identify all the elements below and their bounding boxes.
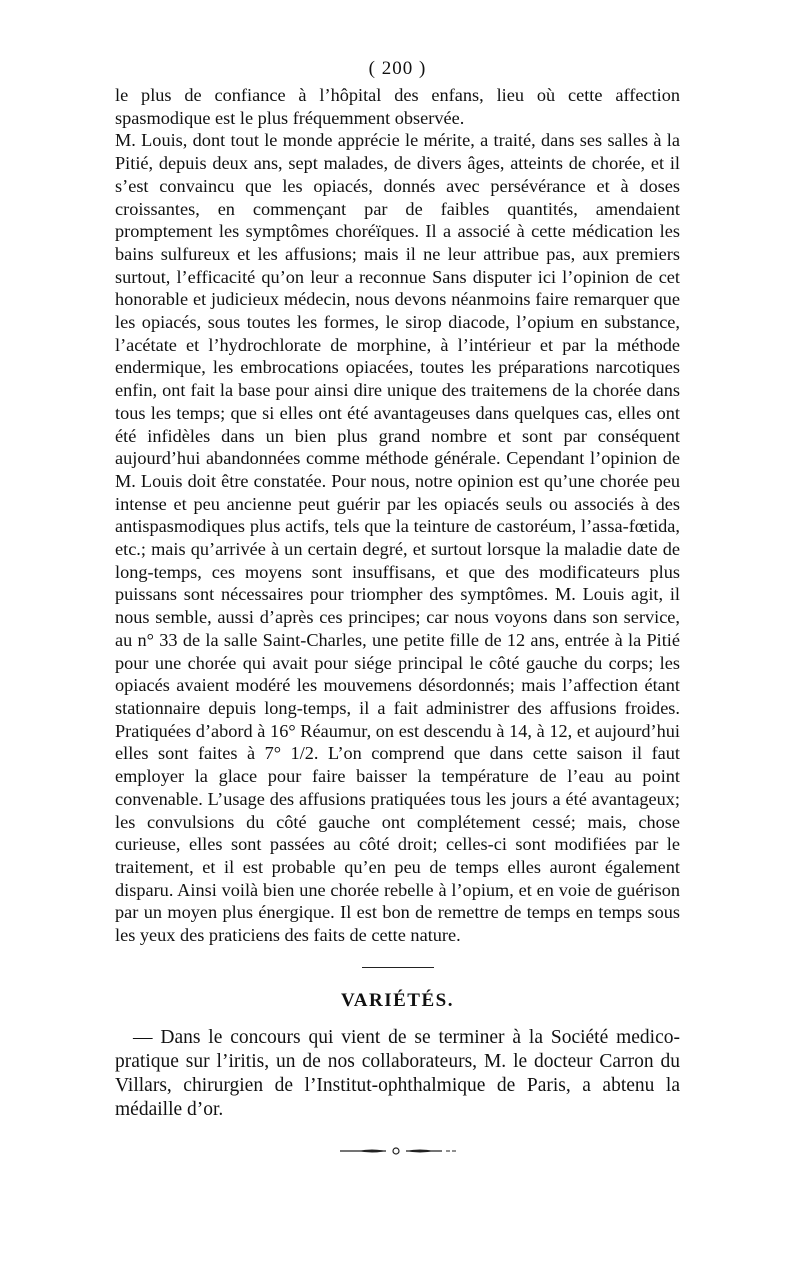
document-page <box>115 56 680 1156</box>
end-ornament-icon <box>338 1146 458 1156</box>
paragraph-louis: M. Louis, dont tout le monde apprécie le mérite, a traité, dans ses salles à la Pitié, depuis deux ans, sept malades, de divers âges, atteints de chorée, et il s’est convaincu que les opiacés, donnés avec persévérance et à doses croissantes, en commençant par de faibles quantités, amendaient promptement les symptômes choréïques. Il a associé à cette médication les bains sulfureux et les affusions; mais il ne leur attribue pas, aux premiers surtout, l’efficacité qu’on leur a reconnue Sans disputer ici l’opinion de cet honorable et judicieux médecin, nous devons néanmoins faire remarquer que les opiacés, sous toutes les formes, le sirop diacode, l’opium en substance, l’acétate et l’hydrochlorate de morphine, à l’intérieur et par la méthode endermique, les embrocations opiacées, toutes les préparations narcotiques enfin, ont fait la base pour ainsi dire unique des traitemens de la chorée dans tous les temps; que si elles ont été avantageuses dans quelques cas, elles ont été infidèles dans un bien plus grand nombre et sont par conséquent aujourd’hui abandonnées comme méthode générale. Cependant l’opinion de M. Louis doit être constatée. Pour nous, notre opinion est qu’une chorée peu intense et peu ancienne peut guérir par les opiacés seuls ou associés à des antispasmodiques plus actifs, tels que la teinture de castoréum, l’assa-fœtida, etc.; mais qu’arrivée à un certain degré, et surtout lorsque la maladie date de long-temps, ces moyens sont insuffisans, et que des modificateurs plus puissans sont nécessaires pour triompher des symptômes. M. Louis agit, il nous semble, aussi d’après ces principes; car nous voyons dans son service, au n° 33 de la salle Saint-Charles, une petite fille de 12 ans, entrée à la Pitié pour une chorée qui avait pour siége principal le côté gauche du corps; les opiacés avaient modéré les mouvemens désordonnés; mais l’affection étant stationnaire depuis long-temps, il a fait administrer des affusions froides. Pratiquées d’abord à 16° Réaumur, on est descendu à 14, à 12, et aujourd’hui elles sont faites à 7° 1/2. L’on comprend que dans cette saison il faut employer la glace pour faire baisser la température de l’eau au point convenable. L’usage des affusions pratiquées tous les jours a été avantageux; les convulsions du côté gauche ont complétement cessé; mais, chose curieuse, elles sont passées au côté droit; celles-ci sont modifiées par le traitement, et il est probable qu’en peu de temps elles auront également disparu. Ainsi voilà bien une chorée rebelle à l’opium, et en voie de guérison par un moyen plus énergique. Il est bon de remettre de temps en temps sous les yeux des praticiens des faits de cette nature. <box>115 130 680 946</box>
article-body <box>115 84 680 947</box>
varietes-body <box>115 1026 680 1122</box>
varietes-paragraph: — Dans le concours qui vient de se terminer à la Société medico-pratique sur l’iritis, un de nos collaborateurs, M. le docteur Carron du Villars, chirurgien de l’Institut-ophthalmique de Paris, a abtenu la médaille d’or. <box>115 1026 680 1120</box>
section-title: VARIÉTÉS. <box>341 989 454 1011</box>
section-divider <box>362 967 434 968</box>
paragraph-continuation: le plus de confiance à l’hôpital des enfans, lieu où cette affection spasmodique est le plus fréquemment observée. <box>115 85 680 128</box>
page-number: ( 200 ) <box>368 58 427 79</box>
